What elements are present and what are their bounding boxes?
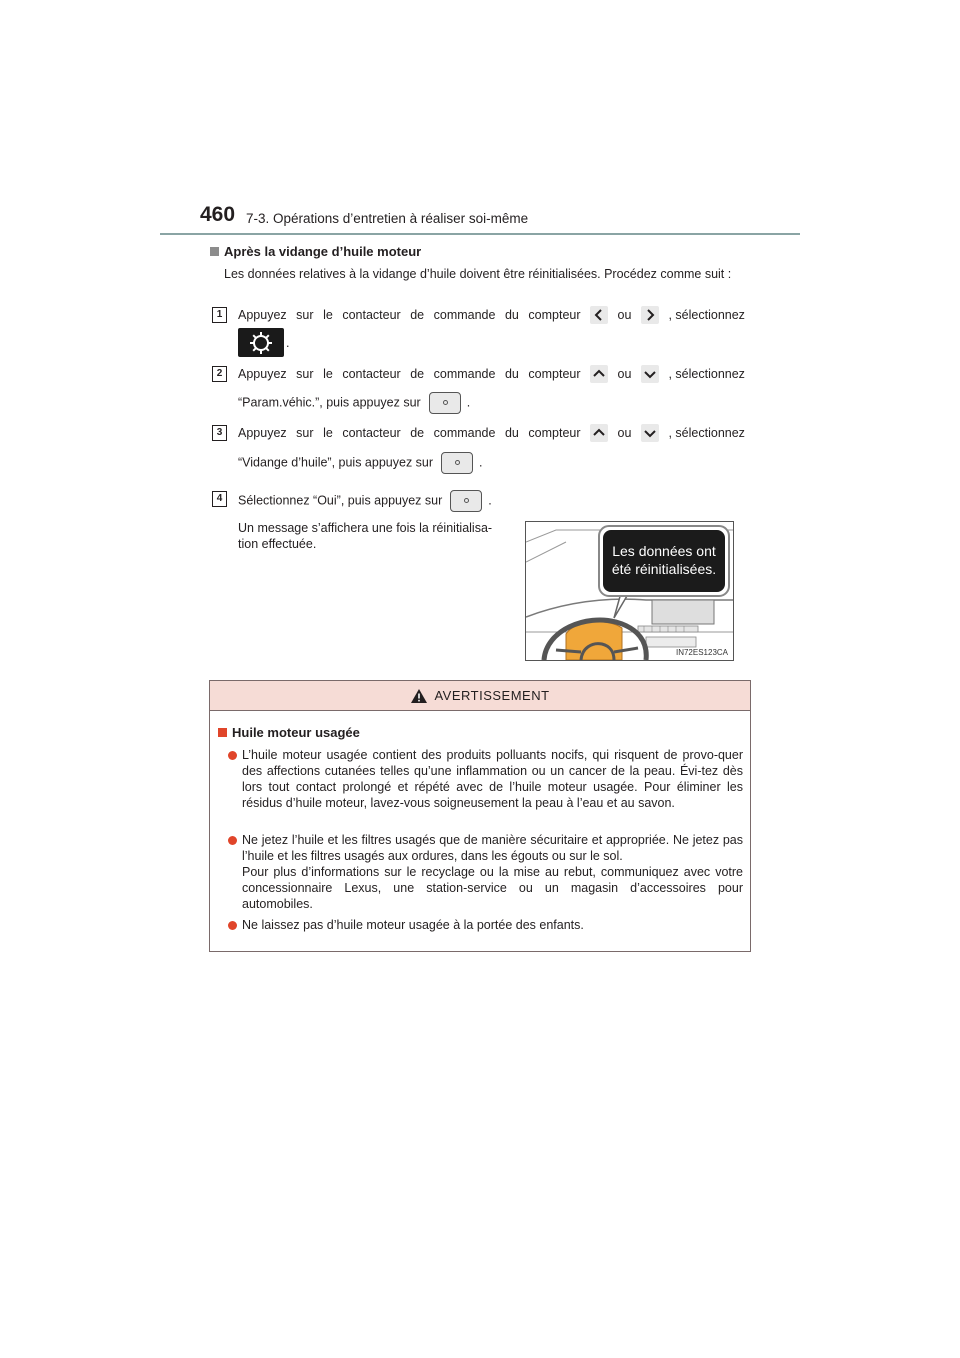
step-4-text: Sélectionnez “Oui”, puis appuyez sur .: [238, 490, 492, 512]
step-3-line-2: “Vidange d’huile”, puis appuyez sur .: [238, 452, 483, 474]
chevron-down-icon: [641, 424, 659, 442]
settings-gear-icon: [238, 328, 284, 357]
step-2-text: Appuyez sur le contacteur de commande du compteur ou , sélectionnez: [238, 367, 745, 381]
intro-paragraph: Les données relatives à la vidange d’huile doivent être réinitialisées. Procédez comme suit :: [224, 267, 732, 281]
square-bullet-icon: [218, 728, 227, 737]
step-1-text: Appuyez sur le contacteur de commande du compteur ou , sélectionnez: [238, 308, 745, 322]
ok-button-icon: [429, 392, 461, 414]
step-number-2: 2: [212, 366, 227, 382]
bullet-dot-icon: [228, 836, 237, 845]
step-number-1: 1: [212, 307, 227, 323]
chevron-right-icon: [641, 306, 659, 324]
display-message-line-2: été réinitialisées.: [611, 561, 717, 577]
square-bullet-icon: [210, 247, 219, 256]
chevron-down-icon: [641, 365, 659, 383]
step-number-4: 4: [212, 491, 227, 507]
bullet-dot-icon: [228, 921, 237, 930]
warning-title: AVERTISSEMENT: [434, 688, 550, 703]
warning-bullet-1: L’huile moteur usagée contient des produits polluants nocifs, qui risquent de provo-quer des affections cutanées telles qu’une inflammation ou un cancer de la peau. Évi-tez dès lors tout contact prolongé et répété avec de l’huile moteur usagée. Pour éliminer les résidus d’huile moteur, lavez-vous soigneusement la peau à l’eau et au savon.: [242, 747, 743, 811]
step-2-line-2: “Param.véhic.”, puis appuyez sur .: [238, 392, 470, 414]
illustration-code: IN72ES123CA: [675, 648, 728, 657]
section-heading: Après la vidange d’huile moteur: [210, 244, 421, 259]
warning-bullet-3: Ne laissez pas d’huile moteur usagée à la portée des enfants.: [242, 917, 743, 933]
chevron-up-icon: [590, 424, 608, 442]
warning-subheading: Huile moteur usagée: [218, 725, 360, 740]
step-number-3: 3: [212, 425, 227, 441]
warning-header: [210, 681, 750, 711]
chevron-up-icon: [590, 365, 608, 383]
ok-button-icon: [441, 452, 473, 474]
section-title: 7-3. Opérations d’entretien à réaliser soi-même: [246, 211, 529, 226]
ok-button-icon: [450, 490, 482, 512]
warning-box: [209, 680, 751, 952]
warning-bullet-2: Ne jetez l’huile et les filtres usagés que de manière sécuritaire et appropriée. Ne jetez pas l’huile et les filtres usagés aux ordures, dans les égouts ou sur le sol. Pour plus d’informations sur le recyclage ou la mise au rebut, communiquez avec votre concessionnaire Lexus, une station-service ou un magasin d’accessoires pour automobiles.: [242, 832, 743, 912]
step-3-text: Appuyez sur le contacteur de commande du compteur ou , sélectionnez: [238, 426, 745, 440]
display-message-line-1: Les données ont: [612, 543, 716, 559]
reset-message-text: Un message s’affichera une fois la réinitialisa-tion effectuée.: [238, 521, 493, 551]
step-1-period: .: [286, 336, 290, 350]
header-divider: [160, 233, 800, 235]
bullet-dot-icon: [228, 751, 237, 760]
dashboard-illustration: [525, 521, 734, 661]
warning-triangle-icon: [410, 688, 428, 704]
chevron-left-icon: [590, 306, 608, 324]
page-number: 460: [200, 203, 236, 226]
